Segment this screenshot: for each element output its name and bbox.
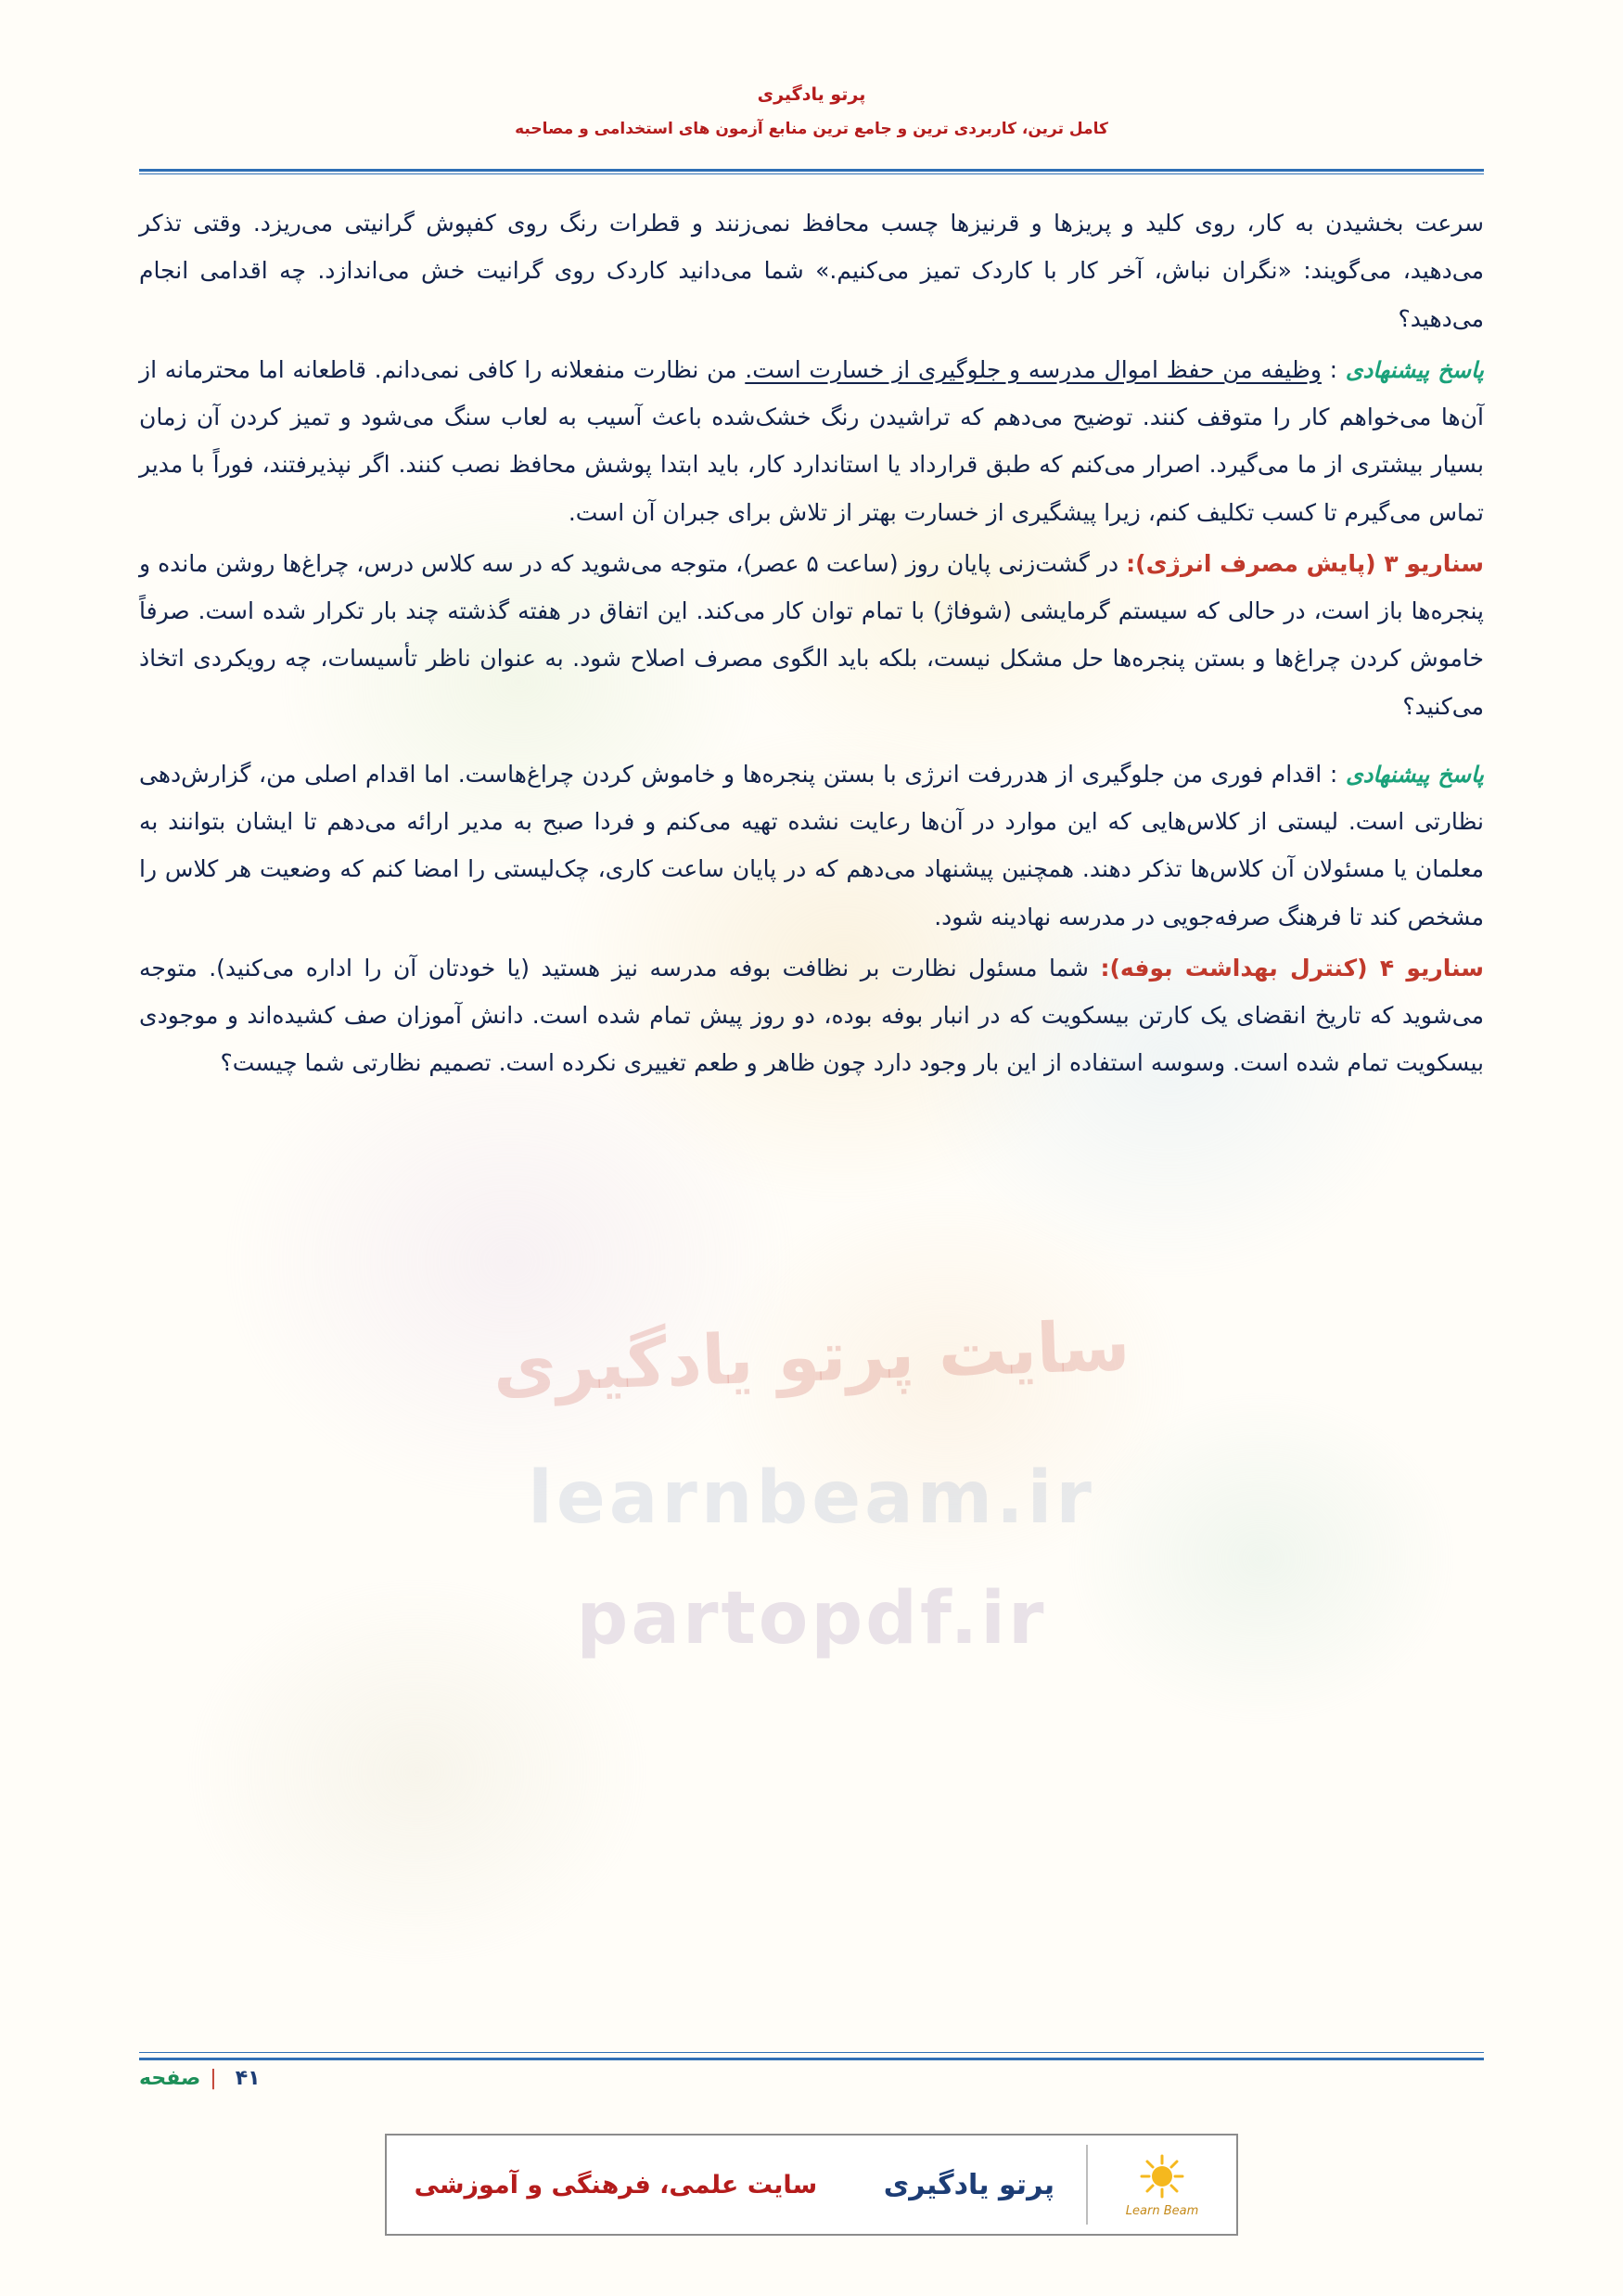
scenario-3-heading: سناریو ۳ (پایش مصرف انرژی):	[1126, 549, 1484, 577]
footer-brand-box	[385, 2134, 1238, 2236]
answer-label: پاسخ پیشنهادی	[1345, 356, 1484, 383]
watermark-learnbeam: learnbeam.ir	[528, 1456, 1095, 1540]
answer-first-sentence: وظیفه من حفظ اموال مدرسه و جلوگیری از خسارت است.	[745, 355, 1322, 383]
scenario-3	[139, 540, 1484, 730]
spacer	[139, 734, 1484, 750]
background-blob	[1067, 1392, 1456, 1725]
answer-colon: :	[1321, 355, 1346, 383]
page-number-separator: |	[210, 2067, 217, 2090]
footer-brand-name: پرتو یادگیری	[883, 2168, 1054, 2201]
answer-block-1	[139, 346, 1484, 536]
header-subtitle: کامل ترین، کاربردی ترین و جامع ترین منابع آزمون های استخدامی و مصاحبه	[515, 119, 1108, 138]
footer-tagline: سایت علمی، فرهنگی و آموزشی	[414, 2170, 818, 2200]
page-number-label: صفحه	[139, 2067, 201, 2090]
watermark-site-name: سایت پرتو یادگیری	[492, 1306, 1131, 1408]
scenario-4-heading: سناریو ۴ (کنترل بهداشت بوفه):	[1100, 954, 1484, 981]
sun-logo-icon	[1129, 2152, 1195, 2200]
answer-rest: من نظارت منفعلانه را کافی نمی‌دانم. قاطعانه اما محترمانه از آن‌ها می‌خواهم کار را متوقف کنند. توضیح می‌دهم که تراشیدن رنگ خشک‌شده باعث آسیب به لعاب سنگ می‌شود و تمیز کردن آن زمان بسیار بیشتری از ما می‌گیرد. اصرار می‌کنم که طبق قرارداد یا استاندارد کار، باید ابتدا پوشش محافظ نصب کنند. اگر نپذیرفتند، فوراً با مدیر تماس می‌گیرم تا کسب تکلیف کنم، زیرا پیشگیری از خسارت بهتر از تلاش برای جبران آن است.	[139, 355, 1484, 526]
header-title: پرتو یادگیری	[757, 84, 866, 105]
background-blob	[223, 1020, 798, 1503]
scenario-3-body: در گشت‌زنی پایان روز (ساعت ۵ عصر)، متوجه می‌شوید که در سه کلاس درس، چراغ‌ها روشن مانده و پنجره‌ها باز است، در حالی که سیستم گرمایشی (شوفاژ) با تمام توان کار می‌کند. این اتفاق در هفته گذشته چند بار تکرار شده است. صرفاً خاموش کردن چراغ‌ها و بستن پنجره‌ها حل مشکل نیست، بلکه باید الگوی مصرف اصلاح شود. به عنوان ناظر تأسیسات، چه رویکردی اتخاذ می‌کنید؟	[139, 549, 1484, 720]
answer-label: پاسخ پیشنهادی	[1345, 761, 1484, 788]
answer-2-text: اقدام فوری من جلوگیری از هدررفت انرژی با بستن پنجره‌ها و خاموش کردن چراغ‌هاست. اما اقدام اصلی من، گزارش‌دهی نظارتی است. لیستی از کلاس‌هایی که این موارد در آن‌ها رعایت نشده تهیه می‌کنم و فردا صبح به مدیر ارائه می‌دهم تا ایشان بتوانند به معلمان یا مسئولان آن کلاس‌ها تذکر دهند. همچنین پیشنهاد می‌دهم که در پایان ساعت کاری، چک‌لیستی را امضا کنم که وضعیت هر کلاس را مشخص کند تا فرهنگ صرفه‌جویی در مدرسه نهادینه شود.	[139, 760, 1484, 930]
background-blob	[705, 1187, 1187, 1577]
scenario-4	[139, 944, 1484, 1087]
answer-colon: :	[1322, 760, 1346, 788]
logo-caption: Learn Beam	[1125, 2203, 1199, 2218]
paragraph-intro: سرعت بخشیدن به کار، روی کلید و پریزها و قرنیزها چسب محافظ نمی‌زنند و قطرات رنگ روی کفپوش گرانیتی می‌ریزد. وقتی تذکر می‌دهید، می‌گویند: «نگران نباش، آخر کار با کاردک تمیز می‌کنیم.» شما می‌دانید کاردک روی گرانیت خش می‌اندازد. چه اقدامی انجام می‌دهید؟	[139, 210, 1484, 332]
watermark-partopdf: partopdf.ir	[576, 1577, 1047, 1661]
page-number-value: ۴۱	[235, 2067, 261, 2090]
document-body	[139, 199, 1484, 1091]
page-header	[0, 0, 1623, 186]
page-number	[139, 2067, 436, 2090]
background-blob	[185, 1577, 649, 1967]
answer-block-2	[139, 750, 1484, 941]
footer-divider	[139, 2058, 1484, 2060]
scenario-4-body: شما مسئول نظارت بر نظافت بوفه مدرسه نیز هستید (یا خودتان آن را اداره می‌کنید). متوجه می‌شوید که تاریخ انقضای یک کارتن بیسکویت که در انبار بوفه بوده، دو روز پیش تمام شده است. دانش آموزان صف کشیده‌اند و موجودی بیسکویت تمام شده است. وسوسه استفاده از این بار وجود دارد چون ظاهر و طعم تغییری نکرده است. تصمیم نظارتی شما چیست؟	[139, 954, 1484, 1077]
header-divider	[139, 169, 1484, 172]
logo	[1086, 2145, 1236, 2225]
